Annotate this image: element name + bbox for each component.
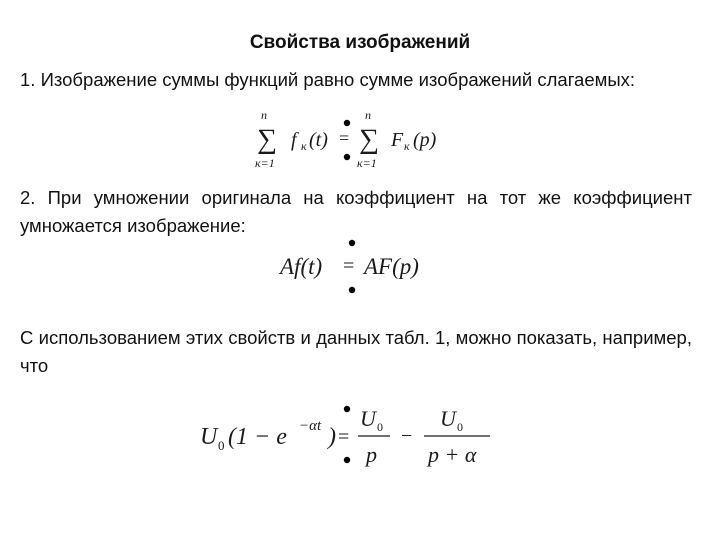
rhs-function: F bbox=[391, 129, 404, 151]
sum-lower-limit-left: к=1 bbox=[255, 156, 275, 170]
lhs-exponent: −αt bbox=[299, 418, 322, 434]
sum-symbol-right: ∑ bbox=[359, 124, 379, 155]
paragraph-property-1: 1. Изображение суммы функций равно сумме изображений слагаемых: bbox=[20, 69, 636, 90]
sum-upper-limit-right: n bbox=[365, 108, 371, 122]
rhs-argument: (p) bbox=[413, 129, 437, 151]
lhs-argument: (t) bbox=[309, 129, 328, 151]
correspondence-dot-top bbox=[349, 240, 355, 246]
scaling-lhs: Af(t) bbox=[280, 254, 323, 279]
fraction1-numerator-subscript: 0 bbox=[377, 420, 383, 434]
correspondence-dot-bottom bbox=[344, 457, 350, 463]
correspondence-sign: = bbox=[339, 128, 350, 148]
sum-upper-limit-left: n bbox=[261, 108, 267, 122]
correspondence-sign: = bbox=[343, 255, 355, 277]
fraction2-numerator: U bbox=[440, 406, 456, 431]
formula-example bbox=[200, 398, 500, 474]
correspondence-dot-bottom bbox=[344, 154, 350, 160]
sum-lower-limit-right: к=1 bbox=[357, 156, 377, 170]
correspondence-sign: = bbox=[338, 426, 350, 448]
lhs-bracket: (1 − e bbox=[228, 424, 287, 450]
lhs-coefficient: U bbox=[200, 424, 218, 450]
formula-sum bbox=[255, 108, 455, 176]
lhs-coefficient-subscript: 0 bbox=[218, 438, 225, 453]
rhs-index: к bbox=[404, 139, 410, 153]
fraction2-numerator-subscript: 0 bbox=[457, 420, 463, 434]
lhs-index: к bbox=[301, 139, 307, 153]
lhs-close-bracket: ) bbox=[328, 424, 336, 450]
fraction1-denominator: p bbox=[366, 442, 377, 467]
paragraph-example: С использованием этих свойств и данных табл. 1, можно показать, например, что bbox=[20, 327, 692, 376]
correspondence-dot-top bbox=[344, 120, 350, 126]
scaling-rhs: AF(p) bbox=[364, 254, 419, 279]
paragraph-property-2: 2. При умножении оригинала на коэффициент на тот же коэффициент умножается изображение: bbox=[20, 187, 692, 236]
correspondence-dot-top bbox=[344, 406, 350, 412]
minus-sign: − bbox=[401, 425, 413, 447]
slide-title: Свойства изображений bbox=[249, 32, 471, 53]
sum-symbol-left: ∑ bbox=[257, 124, 277, 155]
lhs-function: f bbox=[291, 129, 297, 151]
correspondence-dot-bottom bbox=[349, 287, 355, 293]
fraction2-denominator: p + α bbox=[428, 442, 477, 467]
fraction1-numerator: U bbox=[360, 406, 376, 431]
formula-scaling bbox=[280, 236, 450, 298]
